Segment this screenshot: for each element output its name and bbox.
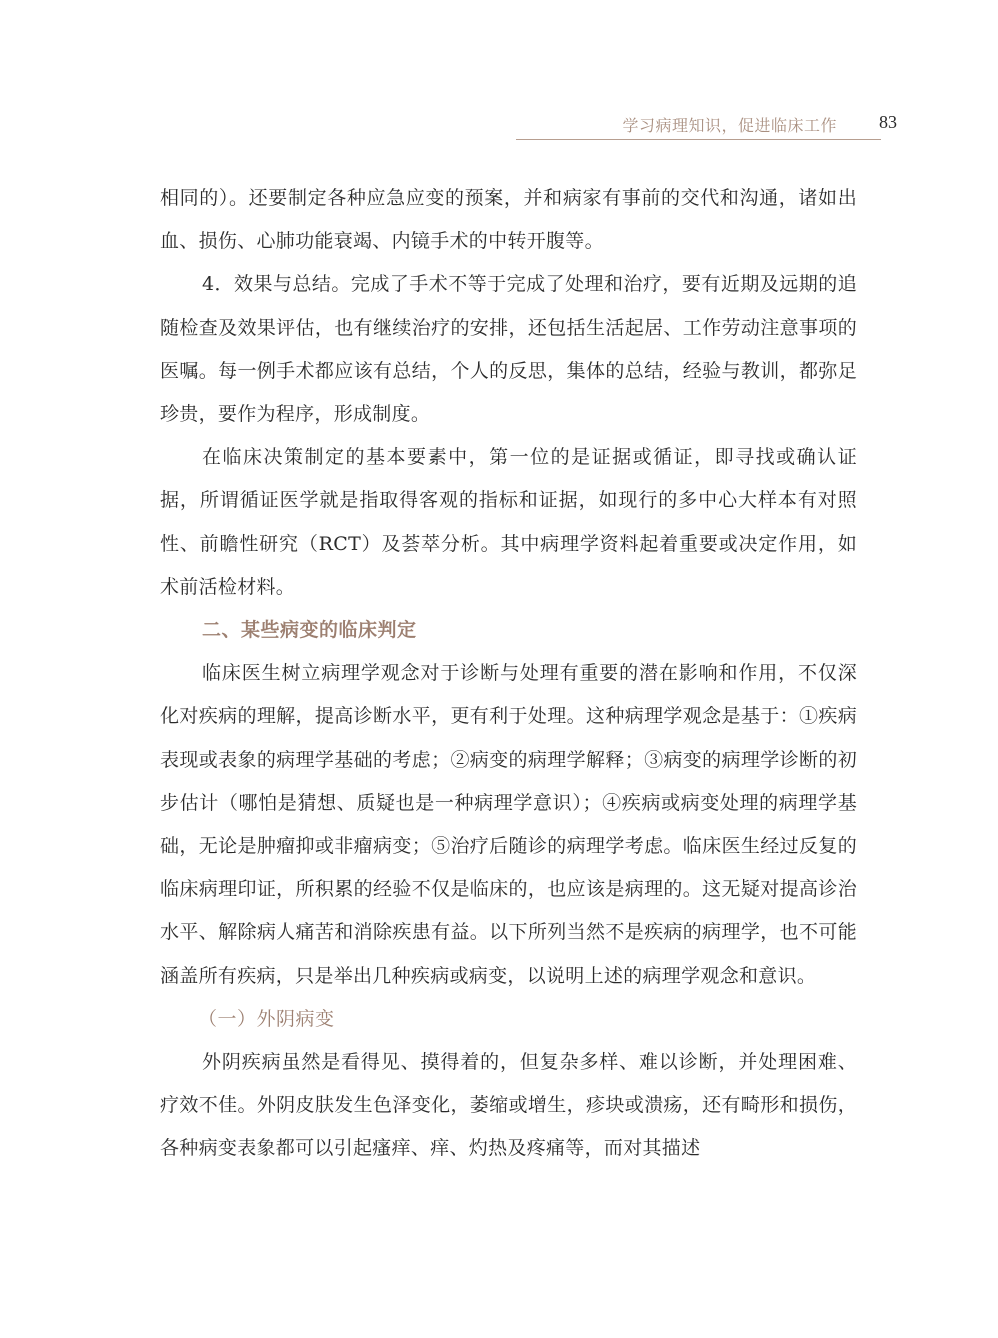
running-title: 学习病理知识，促进临床工作 — [622, 116, 837, 135]
paragraph-pathology-concept: 临床医生树立病理学观念对于诊断与处理有重要的潜在影响和作用，不仅深化对疾病的理解，提高诊断水平，更有利于处理。这种病理学观念是基于：①疾病表现或表象的病理学基础的考虑；②病变的病理学解释；③病变的病理学诊断的初步估计（哪怕是猜想、质疑也是一种病理学意识）；④疾病或病变处理的病理学基础，无论是肿瘤抑或非瘤病变；⑤治疗后随诊的病理学考虑。临床医生经过反复的临床病理印证，所积累的经验不仅是临床的，也应该是病理的。这无疑对提高诊治水平、解除病人痛苦和消除疾患有益。以下所列当然不是疾病的病理学，也不可能涵盖所有疾病，只是举出几种疾病或病变，以说明上述的病理学观念和意识。 — [160, 662, 857, 987]
page-body — [160, 177, 857, 1171]
subsection-heading: （一）外阴病变 — [198, 1007, 335, 1030]
paragraph-continued: 相同的）。还要制定各种应急应变的预案，并和病家有事前的交代和沟通，诸如出血、损伤、心肺功能衰竭、内镜手术的中转开腹等。 — [160, 187, 857, 253]
paragraph-effect-summary: 4．效果与总结。完成了手术不等于完成了处理和治疗，要有近期及远期的追随检查及效果评估，也有继续治疗的安排，还包括生活起居、工作劳动注意事项的医嘱。每一例手术都应该有总结，个人的反思，集体的总结，经验与教训，都弥足珍贵，要作为程序，形成制度。 — [160, 273, 857, 426]
header-rule — [516, 139, 881, 140]
running-header — [516, 110, 899, 142]
paragraph-evidence: 在临床决策制定的基本要素中，第一位的是证据或循证，即寻找或确认证据，所谓循证医学就是指取得客观的指标和证据，如现行的多中心大样本有对照性、前瞻性研究（RCT）及荟萃分析。其中病理学资料起着重要或决定作用，如术前活检材料。 — [160, 446, 857, 598]
section-heading: 二、某些病变的临床判定 — [202, 619, 417, 642]
page-number: 83 — [879, 112, 897, 132]
paragraph-vulvar-disease: 外阴疾病虽然是看得见、摸得着的，但复杂多样、难以诊断，并处理困难、疗效不佳。外阴皮肤发生色泽变化，萎缩或增生，疹块或溃疡，还有畸形和损伤，各种病变表象都可以引起瘙痒、痒、灼热及疼痛等，而对其描述 — [160, 1051, 857, 1160]
